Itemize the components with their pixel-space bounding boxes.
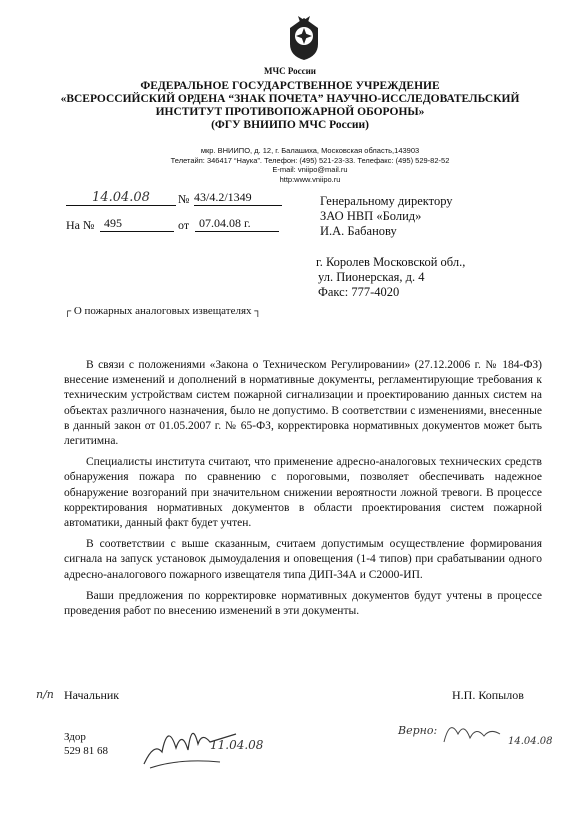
mchs-emblem-icon <box>284 14 324 62</box>
body-paragraph: Ваши предложения по корректировке нормативных документов будут учтены в процессе проведения работ по внесению изменений в эти документы. <box>64 589 542 618</box>
ministry-short-name: МЧС России <box>264 66 316 76</box>
outgoing-number-label: № <box>178 192 190 206</box>
contact-website: http:www.vniipo.ru <box>279 174 341 184</box>
reference-from-label: от <box>178 218 190 232</box>
address-line: ул. Пионерская, д. 4 <box>318 270 425 284</box>
outgoing-number <box>194 190 282 206</box>
addressee-address <box>316 255 465 300</box>
addressee-line: ЗАО НВП «Болид» <box>320 209 422 223</box>
contact-phones: Телетайп: 346417 “Наука”. Телефон: (495) 521-23-33. Телефакс: (495) 529-82-52 <box>170 155 450 165</box>
org-line: ИНСТИТУТ ПРОТИВОПОЖАРНОЙ ОБОРОНЫ» <box>155 106 425 118</box>
contact-address: мкр. ВНИИПО, д. 12, г. Балашиха, Московская область,143903 <box>200 146 420 155</box>
executor-phone: 529 81 68 <box>64 745 108 757</box>
org-line: (ФГУ ВНИИПО МЧС России) <box>211 119 369 131</box>
org-contacts <box>120 146 500 184</box>
addressee-line: И.А. Бабанову <box>320 224 397 238</box>
copy-certification-date: 14.04.08 <box>508 736 553 747</box>
organization-name <box>30 80 550 132</box>
letter-body <box>64 358 542 625</box>
addressee <box>320 194 453 239</box>
signer-position: Начальник <box>64 688 120 702</box>
subject-text: О пожарных аналоговых извещателях <box>73 305 252 317</box>
org-line: «ВСЕРОССИЙСКИЙ ОРДЕНА “ЗНАК ПОЧЕТА” НАУЧНО-ИССЛЕДОВАТЕЛЬСКИЙ <box>60 93 520 105</box>
addressee-line: Генеральному директору <box>320 194 453 208</box>
outgoing-date <box>66 190 176 206</box>
reference-date: 07.04.08 г. <box>195 216 279 232</box>
signer-name: Н.П. Копылов <box>452 688 524 702</box>
copy-certification-signature-icon <box>440 712 510 752</box>
proxy-mark: п/п <box>36 688 54 701</box>
letter-subject: ┌ О пожарных аналоговых извещателях ┐ <box>64 305 262 317</box>
body-paragraph: В связи с положениями «Закона о Техническом Регулировании» (27.12.2006 г. № 184-ФЗ) внесение изменений и дополнений в нормативные документы, регламентирующие требования к техническим устройствам систем пожарной сигнализации и проектированию данных систем на объектах различного назначения, было не допустимо. В соответствии с изменениями, внесенные в данный закон от 01.05.2007 г. № 65-ФЗ, корректировка нормативных документов может быть легитимна. <box>64 359 542 448</box>
outgoing-number-value: 43/4.2/1349 <box>194 190 252 204</box>
reference-prefix: На № <box>66 218 95 232</box>
signature-date: 11.04.08 <box>210 738 264 752</box>
body-paragraph: Специалисты института считают, что применение адресно-аналоговых технических средств обнаружения пожара по сравнению с пороговыми, позволяет обеспечивать надежное обнаружение возгораний при значительном снижении вероятности ложной тревоги. В процессе корректирования нормативных документов в области проектирования систем пожарной автоматики, данный факт будет учтен. <box>64 456 542 530</box>
body-paragraph: В соответствии с выше сказанным, считаем допустимым осуществление формирования сигнала на запуск установок дымоудаления и оповещения (1-4 типов) при срабатывании одного адресно-аналогового пожарного извещателя типа ДИП-34А и С2000-ИП. <box>64 538 542 581</box>
outgoing-date-value: 14.04.08 <box>92 190 150 205</box>
org-line: ФЕДЕРАЛЬНОЕ ГОСУДАРСТВЕННОЕ УЧРЕЖДЕНИЕ <box>140 80 440 92</box>
contact-email: E-mail: vniipo@mail.ru <box>272 165 348 174</box>
address-line: г. Королев Московской обл., <box>316 255 466 269</box>
copy-certification-note: Верно: <box>398 724 438 737</box>
address-line: Факс: 777-4020 <box>318 285 400 299</box>
executor-name: Здор <box>64 731 86 743</box>
reference-number: 495 <box>100 216 174 232</box>
